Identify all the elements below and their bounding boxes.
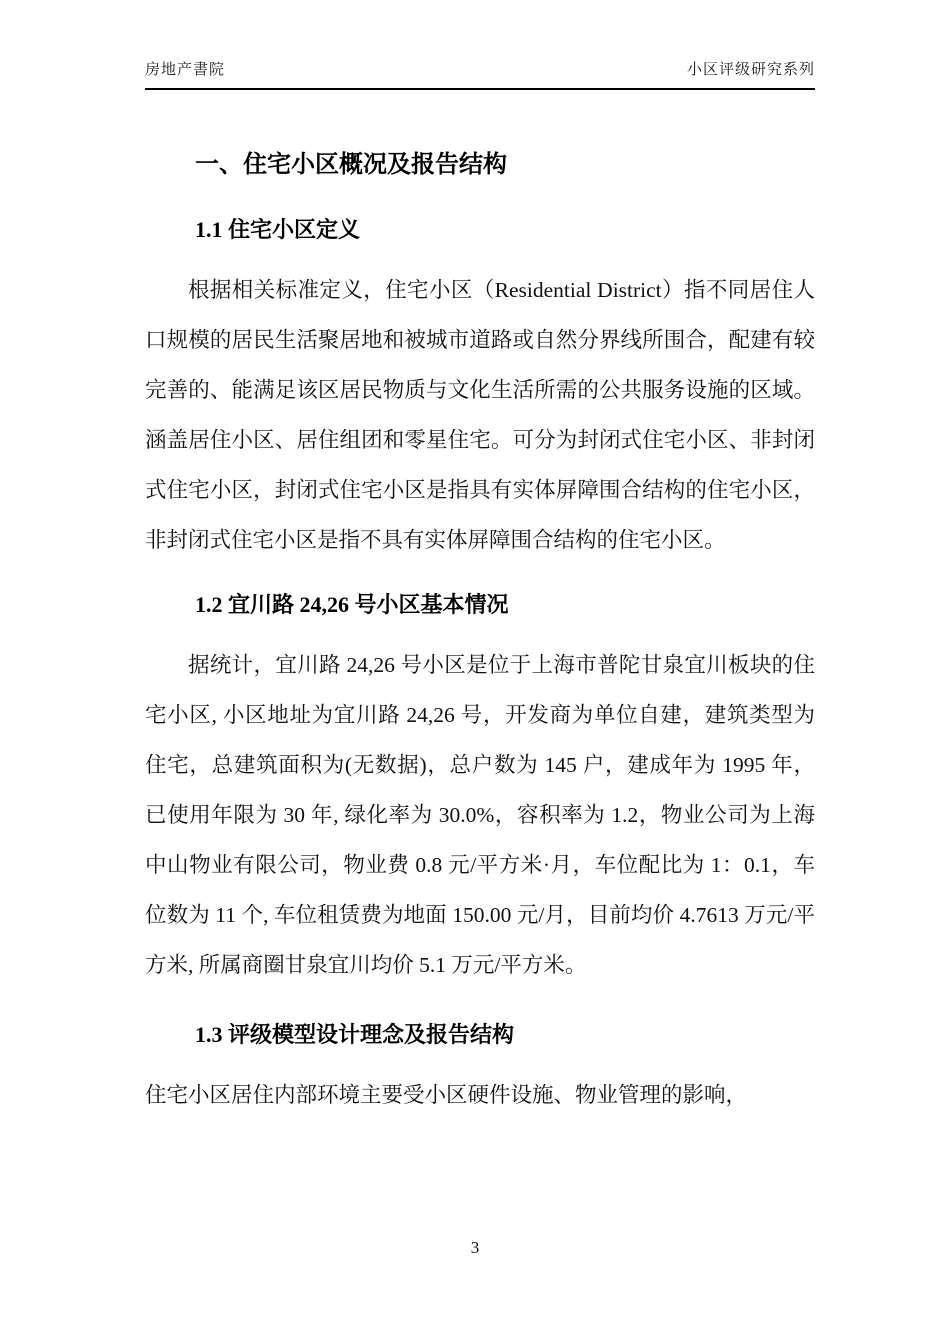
section-1-2-heading: 1.2 宜川路 24,26 号小区基本情况 (195, 592, 509, 617)
header-right-text: 小区评级研究系列 (686, 62, 815, 78)
page-footer (0, 1238, 950, 1258)
section-1-1-paragraph: 根据相关标准定义，住宅小区（Residential District）指不同居住人口规模的居民生活聚居地和被城市道路或自然分界线所围合，配建有较完善的、能满足该区居民物质与文化生活所需的公共服务设施的区域。涵盖居住小区、居住组团和零星住宅。可分为封闭式住宅小区、非封闭式住宅小区，封闭式住宅小区是指具有实体屏障围合结构的住宅小区，非封闭式住宅小区是指不具有实体屏障围合结构的住宅小区。 (145, 278, 815, 552)
section-1-2-paragraph: 据统计，宜川路 24,26 号小区是位于上海市普陀甘泉宜川板块的住宅小区, 小区地址为宜川路 24,26 号，开发商为单位自建，建筑类型为住宅，总建筑面积为(无数据)，总户数为 145 户，建成年为 1995 年，已使用年限为 30 年, 绿化率为 30.0%，容积率为 1.2，物业公司为上海中山物业有限公司，物业费 0.8 元/平方米·月，车位配比为 1：0.1，车位数为 11 个, 车位租赁费为地面 150.00 元/月，目前均价 4.7613 万元/平方米, 所属商圈甘泉宜川均价 5.1 万元/平方米。 (145, 653, 815, 977)
header-divider (145, 88, 815, 90)
header-left-text: 房地产書院 (145, 62, 226, 78)
section-1-1-heading: 1.1 住宅小区定义 (195, 217, 361, 242)
page-header (145, 58, 815, 90)
section-1-3-paragraph: 住宅小区居住内部环境主要受小区硬件设施、物业管理的影响， (145, 1083, 748, 1107)
chapter-heading: 一、住宅小区概况及报告结构 (195, 152, 507, 178)
page-number: 3 (470, 1238, 480, 1257)
section-1-3-heading: 1.3 评级模型设计理念及报告结构 (195, 1022, 515, 1047)
document-body (145, 128, 815, 1120)
page-header-row (145, 58, 815, 79)
